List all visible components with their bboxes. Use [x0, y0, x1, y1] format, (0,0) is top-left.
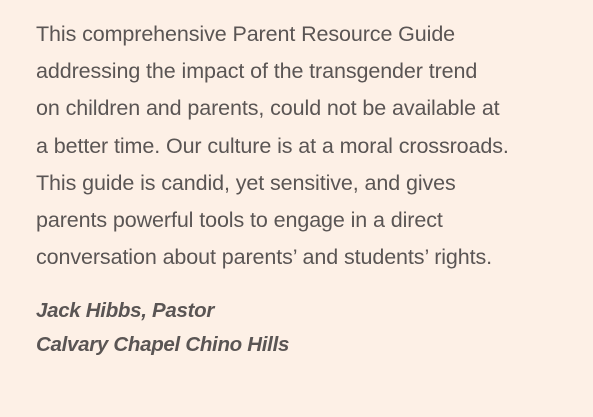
attribution	[36, 294, 581, 362]
quote-line: on children and parents, could not be available at	[36, 96, 500, 121]
quote-line: parents powerful tools to engage in a direct	[36, 208, 443, 233]
author-name: Jack Hibbs, Pastor	[36, 299, 215, 323]
quote-line: This comprehensive Parent Resource Guide	[36, 22, 456, 46]
quote-text	[36, 16, 581, 276]
quote-line: addressing the impact of the transgender trend	[36, 59, 478, 84]
author-organization: Calvary Chapel Chino Hills	[36, 333, 290, 357]
quote-line: a better time. Our culture is at a moral crossroads.	[36, 133, 509, 158]
quote-line: conversation about parents’ and students’ rights.	[36, 245, 493, 270]
testimonial-block	[36, 16, 581, 362]
quote-line: This guide is candid, yet sensitive, and gives	[36, 170, 456, 195]
